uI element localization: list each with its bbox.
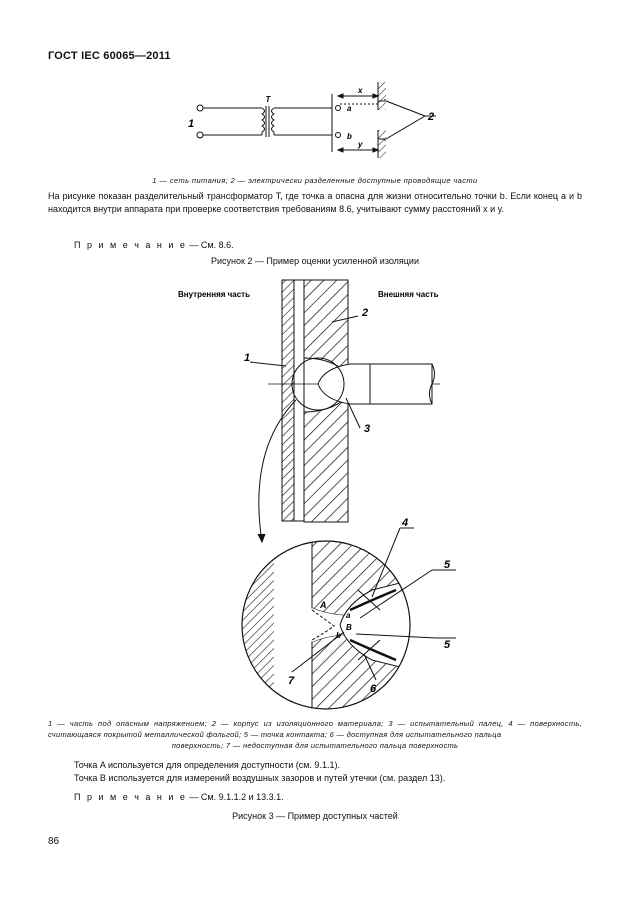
label-2: 2 — [362, 307, 369, 319]
live-part — [282, 280, 294, 521]
label-inner: Внутренняя часть — [178, 290, 251, 299]
note-2-label: П р и м е ч а н и е — [74, 792, 187, 802]
label-7: 7 — [288, 675, 295, 687]
label-1: 1 — [244, 352, 251, 364]
secondary-coil — [272, 108, 275, 135]
terminal-in-bottom — [197, 132, 203, 138]
label-3: 3 — [364, 423, 371, 435]
label-A: A — [320, 600, 327, 610]
label-point-b: b — [336, 631, 341, 640]
terminal-b — [336, 133, 341, 138]
label-T: T — [265, 95, 271, 104]
terminal-in-top — [197, 105, 203, 111]
label-5-top: 5 — [444, 559, 451, 571]
paragraph-transformer: На рисунке показан разделительный трансформатор T, где точка a опасна для жизни относительно точки b. Если конец a и b находится внутри аппарата при проверке соответствия требованиям 8.6, учитывают сумму расстояний x и y. — [48, 191, 582, 214]
figure3-title: Рисунок 3 — Пример доступных частей — [232, 811, 398, 821]
label-y: y — [358, 140, 363, 149]
note-2-text: — См. 9.1.1.2 и 13.3.1. — [186, 792, 284, 802]
figure3-caption-line1: 1 — часть под опасным напряжением; 2 — корпус из изоляционного материала; 3 — испытательный палец, 4 — поверхность, считающаяся покрытой металлической фольгой; 5 — точка контакта; 6 — доступная для испытательного пальца — [48, 719, 582, 739]
note-1 — [74, 240, 234, 250]
test-finger — [318, 364, 432, 404]
label-b: b — [347, 132, 352, 141]
label-1: 1 — [188, 118, 195, 130]
point-b-text: Точка B используется для измерений воздушных зазоров и путей утечки (см. раздел 13). — [74, 773, 446, 783]
label-point-a: a — [346, 611, 351, 620]
label-5-bottom: 5 — [444, 639, 451, 651]
terminal-a — [336, 106, 341, 111]
label-outer: Внешняя часть — [378, 290, 439, 299]
label-2: 2 — [428, 111, 435, 123]
label-x: x — [358, 86, 363, 95]
note-2 — [74, 792, 284, 802]
transformer-diagram — [0, 0, 630, 175]
label-B: B — [346, 623, 352, 632]
figure1-caption: 1 — сеть питания; 2 — электрически разделенные доступные проводящие части — [152, 176, 478, 185]
figure2-title: Рисунок 2 — Пример оценки усиленной изоляции — [210, 256, 419, 266]
point-a-text: Точка A используется для определения доступности (см. 9.1.1). — [74, 760, 340, 770]
figure3-caption-line2: поверхность; 7 — недоступная для испытательного пальца поверхность — [171, 741, 459, 750]
page-number: 86 — [48, 836, 60, 847]
label-4: 4 — [402, 517, 409, 529]
figure3-caption — [48, 718, 582, 751]
document-code: ГОСТ IEC 60065—2011 — [48, 50, 171, 62]
label-6: 6 — [370, 683, 377, 695]
primary-coil — [262, 108, 265, 135]
accessible-parts-diagram — [0, 260, 630, 720]
note-1-label: П р и м е ч а н и е — [74, 240, 187, 250]
note-1-text: — См. 8.6. — [186, 240, 234, 250]
label-a: a — [347, 104, 352, 113]
